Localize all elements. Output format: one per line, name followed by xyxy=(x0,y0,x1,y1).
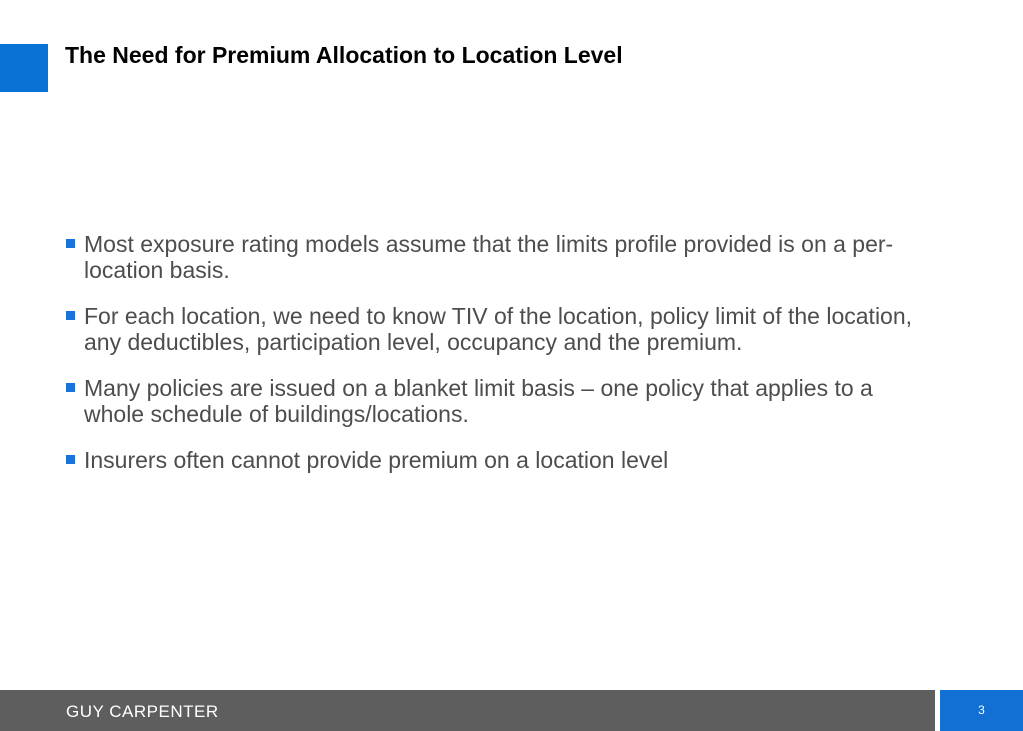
bullet-list xyxy=(66,231,936,493)
bullet-item xyxy=(66,447,936,473)
square-bullet-icon xyxy=(66,455,75,464)
bullet-text: Insurers often cannot provide premium on a location level xyxy=(84,447,669,473)
slide-title: The Need for Premium Allocation to Location Level xyxy=(65,42,623,68)
brand-name: GUY CARPENTER xyxy=(66,702,219,721)
bullet-text: For each location, we need to know TIV of the location, policy limit of the location, any deductibles, participation level, occupancy and the premium. xyxy=(84,303,913,355)
bullet-item xyxy=(66,375,936,427)
bullet-text: Most exposure rating models assume that the limits profile provided is on a per-location basis. xyxy=(84,231,894,283)
bullet-item xyxy=(66,231,936,283)
page-number: 3 xyxy=(978,703,985,717)
square-bullet-icon xyxy=(66,311,75,320)
bullet-item xyxy=(66,303,936,355)
bullet-text: Many policies are issued on a blanket limit basis – one policy that applies to a whole schedule of buildings/locations. xyxy=(84,375,873,427)
title-accent-square xyxy=(0,44,48,92)
square-bullet-icon xyxy=(66,383,75,392)
square-bullet-icon xyxy=(66,239,75,248)
